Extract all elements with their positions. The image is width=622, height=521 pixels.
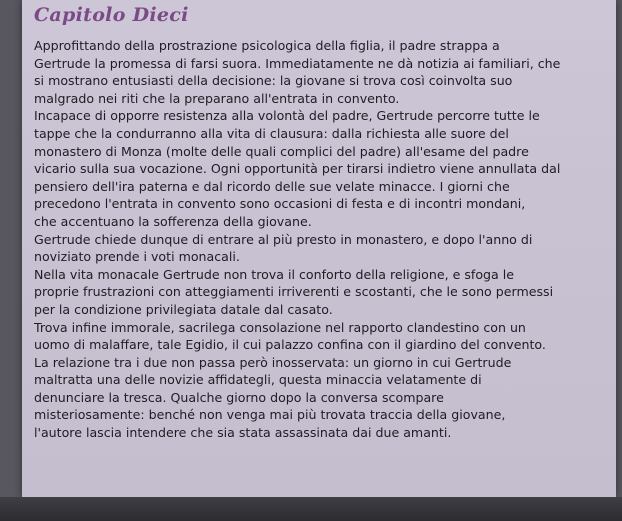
text-line: Gertrude la promessa di farsi suora. Immediatamente ne dà notizia ai familiari, che bbox=[34, 55, 561, 71]
bottom-edge bbox=[0, 497, 622, 521]
paragraph bbox=[34, 231, 614, 266]
paragraph bbox=[34, 37, 614, 107]
text-line: l'autore lascia intendere che sia stata assassinata dai due amanti. bbox=[34, 425, 452, 441]
text-line: tappe che la condurranno alla vita di clausura: dalla richiesta alle suore del bbox=[34, 125, 509, 141]
text-line: pensiero dell'ira paterna e dal ricordo delle sue velate minacce. I giorni che bbox=[34, 178, 510, 194]
chapter-body bbox=[34, 37, 614, 442]
text-line: Gertrude chiede dunque di entrare al più presto in monastero, e dopo l'anno di bbox=[34, 231, 533, 247]
chapter-title: Capitolo Dieci bbox=[34, 4, 189, 26]
text-line: proprie frustrazioni con atteggiamenti irriverenti e scostanti, che le sono permessi bbox=[34, 284, 554, 300]
paragraph bbox=[34, 319, 614, 442]
text-line: si mostrano entusiasti della decisione: la giovane si trova così coinvolta suo bbox=[34, 73, 513, 89]
paragraph bbox=[34, 266, 614, 319]
paragraph bbox=[34, 107, 614, 230]
document-page bbox=[22, 0, 616, 497]
text-line: misteriosamente: benché non venga mai più trovata traccia della giovane, bbox=[34, 407, 506, 423]
text-line: denunciare la tresca. Qualche giorno dopo la conversa scompare bbox=[34, 389, 444, 405]
text-line: maltratta una delle novizie affidategli, questa minaccia velatamente di bbox=[34, 372, 482, 388]
text-line: monastero di Monza (molte delle quali complici del padre) all'esame del padre bbox=[34, 143, 529, 159]
text-line: Trova infine immorale, sacrilega consolazione nel rapporto clandestino con un bbox=[34, 319, 526, 335]
text-line: noviziato prende i voti monacali. bbox=[34, 249, 240, 265]
text-line: malgrado nei riti che la preparano all'entrata in convento. bbox=[34, 90, 400, 106]
text-line: uomo di malaffare, tale Egidio, il cui palazzo confina con il giardino del convento. bbox=[34, 337, 546, 353]
text-line: Incapace di opporre resistenza alla volontà del padre, Gertrude percorre tutte le bbox=[34, 108, 540, 124]
text-line: precedono l'entrata in convento sono occasioni di festa e di incontri mondani, bbox=[34, 196, 526, 212]
text-line: vicario sulla sua vocazione. Ogni opportunità per tirarsi indietro viene annullata dal bbox=[34, 161, 561, 177]
text-line: per la condizione privilegiata datale dal casato. bbox=[34, 301, 333, 317]
text-line: che accentuano la sofferenza della giovane. bbox=[34, 213, 312, 229]
text-line: Nella vita monacale Gertrude non trova il conforto della religione, e sfoga le bbox=[34, 266, 515, 282]
text-line: La relazione tra i due non passa però inosservata: un giorno in cui Gertrude bbox=[34, 354, 512, 370]
text-line: Approfittando della prostrazione psicologica della figlia, il padre strappa a bbox=[34, 38, 500, 53]
